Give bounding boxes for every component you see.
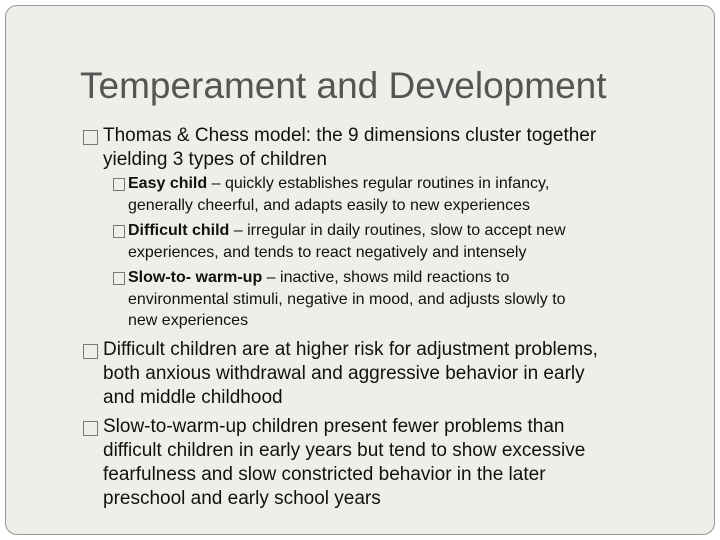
square-bullet-icon [83,344,98,359]
bullet-slow-to-warm-up-children [83,415,585,511]
slide-title: Temperament and Development [80,65,607,106]
subbullet-slow-to-warm-up [113,267,566,332]
bullet-text-line: yielding 3 types of children [103,149,327,170]
bullet-text-line: fearfulness and slow constricted behavior in the later [103,464,546,485]
subbullet-text: – irregular in daily routines, slow to accept new [229,222,566,239]
subbullet-text: – inactive, shows mild reactions to [262,269,510,286]
bullet-difficult-children [83,338,598,410]
bullet-text-line: Slow-to-warm-up children present fewer problems than [103,416,565,437]
term-slow-to-warm-up: Slow-to- warm-up [128,269,263,286]
bullet-text-line: Difficult children are at higher risk for adjustment problems, [103,339,598,360]
subbullet-difficult-child [113,220,566,263]
square-bullet-icon [113,225,125,238]
subbullet-text: – quickly establishes regular routines in infancy, [207,175,550,192]
subbullet-text-line: new experiences [128,312,249,329]
slide [5,5,715,535]
bullet-text-line: Thomas & Chess model: the 9 dimensions cluster together [103,125,597,146]
square-bullet-icon [113,272,125,285]
bullet-thomas-chess [83,124,596,172]
bullet-text-line: both anxious withdrawal and aggressive behavior in early [103,363,585,384]
square-bullet-icon [83,421,98,436]
square-bullet-icon [113,178,125,191]
subbullet-easy-child [113,173,549,216]
subbullet-text-line: generally cheerful, and adapts easily to new experiences [128,196,531,214]
bullet-text-line: preschool and early school years [103,488,381,509]
bullet-text-line: and middle childhood [103,387,283,408]
term-easy-child: Easy child [128,175,208,192]
subbullet-text-line: environmental stimuli, negative in mood, and adjusts slowly to [128,290,566,308]
term-difficult-child: Difficult child [128,222,230,239]
square-bullet-icon [83,130,98,145]
bullet-text-line: difficult children in early years but tend to show excessive [103,440,586,461]
subbullet-text-line: experiences, and tends to react negatively and intensely [128,243,527,261]
